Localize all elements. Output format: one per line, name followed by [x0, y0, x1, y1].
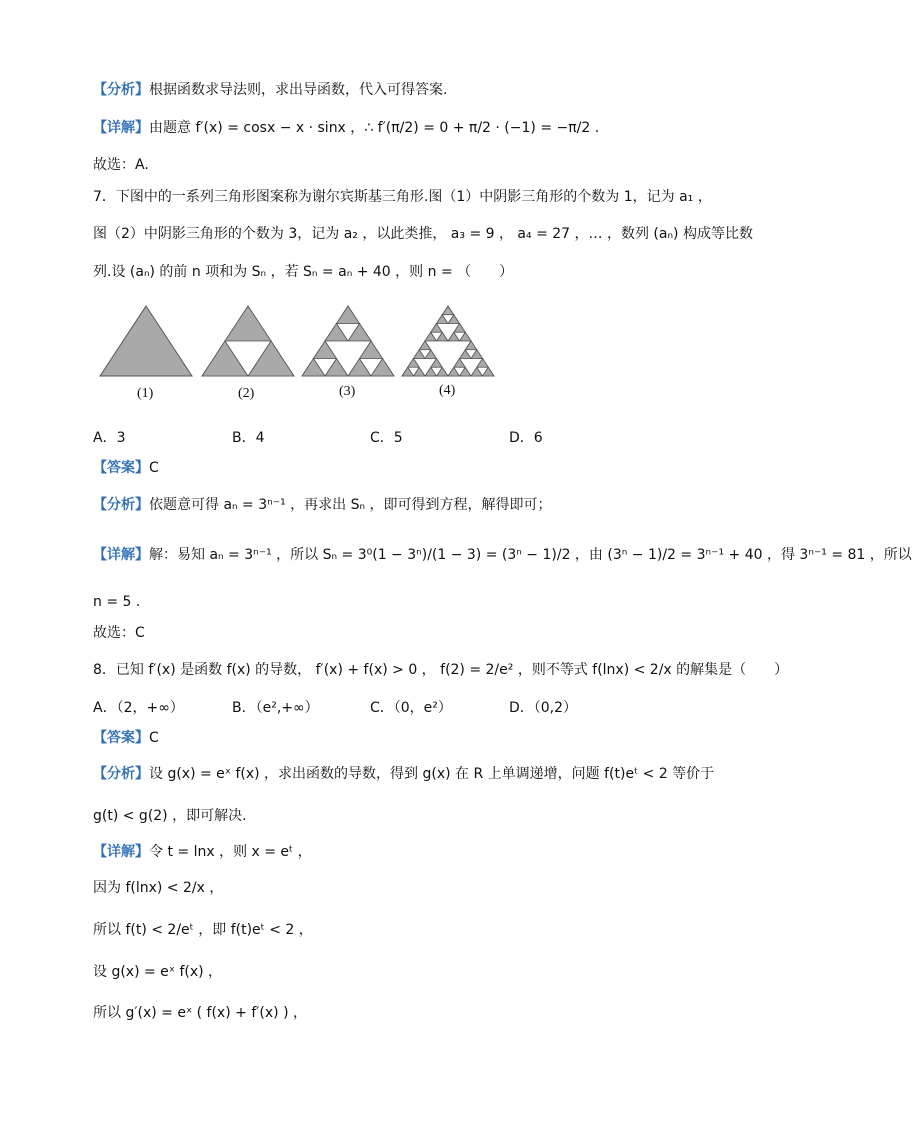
q7-option-b: B．4	[232, 430, 265, 446]
q8-analysis-cont: g(t) < g(2) ，即可解决.	[93, 808, 247, 824]
analysis-text: 根据函数求导法则，求出导函数，代入可得答案.	[149, 82, 448, 98]
sierpinski-figures	[100, 302, 495, 382]
q7-detail-cont: n = 5 .	[93, 594, 141, 610]
figure-caption-3: (3)	[339, 384, 356, 399]
q7-answer-line	[93, 458, 159, 478]
figure-caption-1: (1)	[137, 386, 154, 401]
q7-option-d: D．6	[509, 430, 543, 446]
q7-option-c: C．5	[370, 430, 403, 446]
shaded-triangle	[337, 306, 360, 324]
q8-step-1: 因为 f(lnx) < 2/x ，	[93, 880, 224, 896]
q8-analysis-tag: 【分析】	[93, 766, 149, 782]
q7-detail-line	[93, 545, 912, 565]
q8-option-a: A．（2，+∞）	[93, 700, 184, 716]
q7-detail-tag: 【详解】	[93, 547, 149, 563]
q7-option-a: A．3	[93, 430, 126, 446]
detail-text: 由题意 f′(x) = cosx − x · sinx ，∴ f′(π/2) = 0 + π/2 · (−1) = −π/2 .	[149, 120, 600, 136]
q8-step-3: 设 g(x) = eˣ f(x) ，	[93, 964, 223, 980]
choice-line: 故选：A.	[93, 157, 149, 173]
analysis-line	[93, 80, 447, 100]
shaded-triangle	[225, 306, 271, 341]
q7-analysis: 依题意可得 aₙ = 3ⁿ⁻¹ ，再求出 Sₙ ，即可得到方程，解得即可；	[149, 497, 552, 513]
q7-line1: 7．下图中的一系列三角形图案称为谢尔宾斯基三角形.图（1）中阴影三角形的个数为 1，记为 a₁ ，	[93, 189, 712, 205]
q7-answer: C	[149, 460, 159, 476]
detail-line	[93, 118, 599, 138]
q7-line3: 列.设 (aₙ) 的前 n 项和为 Sₙ ，若 Sₙ = aₙ + 40 ，则 n = （ ）	[93, 264, 514, 280]
q7-analysis-line	[93, 495, 552, 515]
q8-step-4: 所以 g′(x) = eˣ ( f(x) + f′(x) ) ，	[93, 1005, 307, 1021]
q8-analysis: 设 g(x) = eˣ f(x) ，求出函数的导数，得到 g(x) 在 R 上单调递增，问题 f(t)eᵗ < 2 等价于	[149, 766, 715, 782]
q7-choice: 故选：C	[93, 625, 145, 641]
detail-tag: 【详解】	[93, 120, 149, 136]
q7-detail: 解：易知 aₙ = 3ⁿ⁻¹ ，所以 Sₙ = 3⁰(1 − 3ⁿ)/(1 − 3) = (3ⁿ − 1)/2 ，由 (3ⁿ − 1)/2 = 3ⁿ⁻¹ + 40 ，得 3ⁿ⁻¹ = 81 ，所以	[149, 547, 912, 563]
q8-detail-tag: 【详解】	[93, 844, 149, 860]
q8-answer-tag: 【答案】	[93, 730, 149, 746]
q8-option-d: D．（0,2）	[509, 700, 578, 716]
q8-step-2: 所以 f(t) < 2/eᵗ ，即 f(t)eᵗ < 2 ，	[93, 922, 313, 938]
q8-option-b: B．（e²,+∞）	[232, 700, 319, 716]
figure-caption-4: (4)	[439, 383, 456, 398]
sierpinski-figure-3	[302, 306, 394, 376]
sierpinski-figure-1	[100, 306, 192, 376]
q7-answer-tag: 【答案】	[93, 460, 149, 476]
q8-stem: 8．已知 f′(x) 是函数 f(x) 的导数， f′(x) + f(x) > 0 ， f(2) = 2/e² ，则不等式 f(lnx) < 2/x 的解集是（ ）	[93, 662, 789, 678]
q8-option-c: C．（0，e²）	[370, 700, 452, 716]
q8-analysis-line	[93, 764, 714, 784]
q7-line2: 图（2）中阴影三角形的个数为 3，记为 a₂ ，以此类推， a₃ = 9 ， a₄ = 27 ，… ，数列 (aₙ) 构成等比数	[93, 226, 753, 242]
q8-detail-line	[93, 842, 312, 862]
q7-analysis-tag: 【分析】	[93, 497, 149, 513]
q8-answer: C	[149, 730, 159, 746]
q8-answer-line	[93, 728, 159, 748]
sierpinski-figure-4	[402, 306, 494, 376]
analysis-tag: 【分析】	[93, 82, 149, 98]
q8-detail: 令 t = lnx ，则 x = eᵗ ，	[149, 844, 312, 860]
figure-caption-2: (2)	[238, 386, 255, 401]
sierpinski-figure-2	[202, 306, 294, 376]
shaded-triangle	[442, 306, 454, 315]
